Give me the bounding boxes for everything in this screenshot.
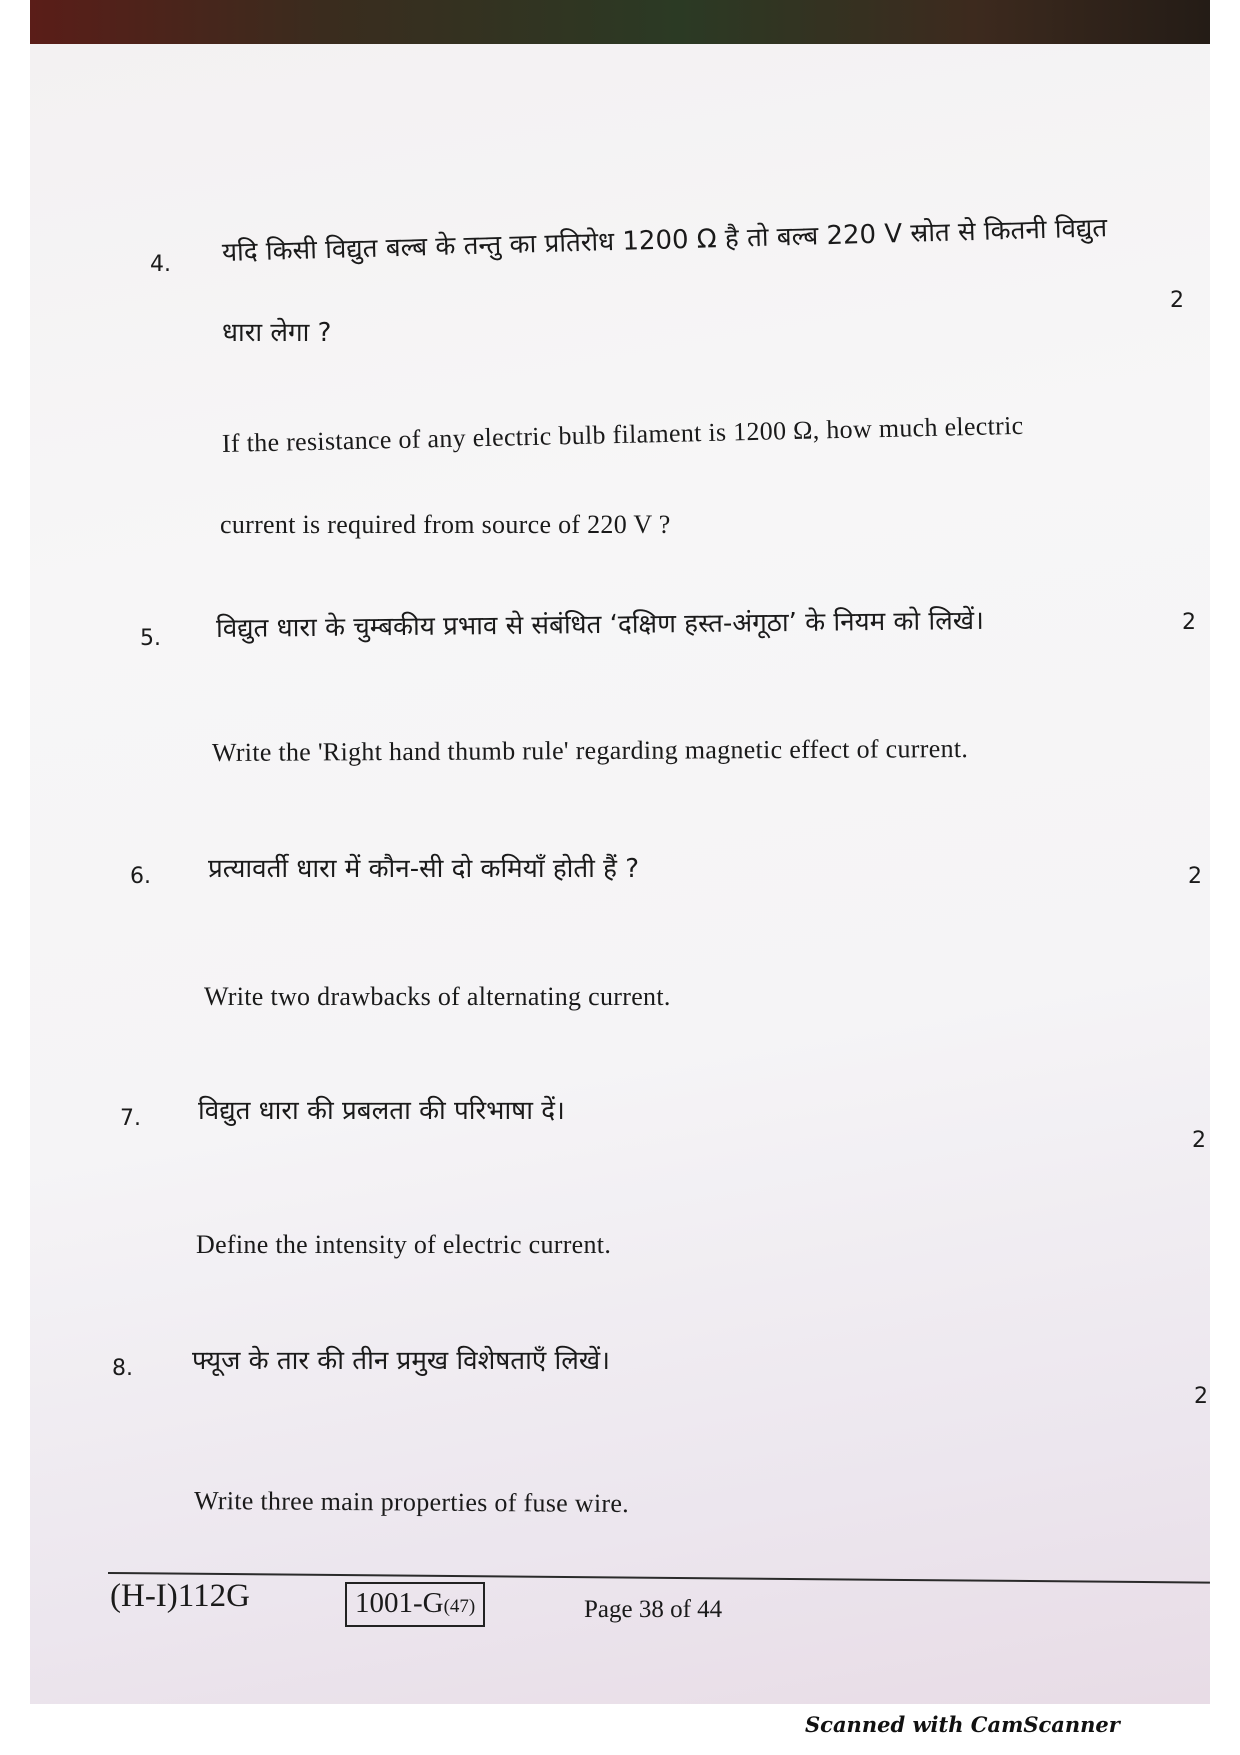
footer-paper-code: (H-I)112G (110, 1578, 250, 1614)
question-6-number: 6. (130, 864, 151, 889)
question-7-english-line-1: Define the intensity of electric current. (196, 1230, 612, 1259)
question-8-english-line-1: Write three main properties of fuse wire. (193, 1486, 630, 1519)
footer-box-code-suffix: (47) (443, 1596, 476, 1617)
question-7-number: 7. (120, 1106, 141, 1131)
question-4-marks: 2 (1170, 288, 1184, 313)
question-4-hindi-line-1: यदि किसी विद्युत बल्ब के तन्तु का प्रतिरोध 1200 Ω है तो बल्ब 220 V स्रोत से कितनी विद्युत (221, 213, 1108, 268)
question-7-marks: 2 (1192, 1128, 1206, 1153)
footer-box-code (345, 1582, 485, 1627)
question-6-english-line-1: Write two drawbacks of alternating current. (204, 982, 671, 1011)
question-4-hindi-line-2: धारा लेगा ? (222, 318, 332, 348)
question-8-marks: 2 (1194, 1384, 1208, 1409)
footer-page-number: Page 38 of 44 (584, 1596, 723, 1623)
question-5-english-line-1: Write the 'Right hand thumb rule' regarding magnetic effect of current. (211, 734, 969, 767)
page-margin (0, 0, 30, 1755)
question-8-hindi-line-1: फ्यूज के तार की तीन प्रमुख विशेषताएँ लिखें। (192, 1346, 610, 1376)
question-6-marks: 2 (1188, 864, 1202, 889)
question-8-number: 8. (112, 1356, 133, 1381)
question-4-number: 4. (150, 252, 171, 277)
question-5-marks: 2 (1182, 610, 1196, 635)
question-4-english-line-1: If the resistance of any electric bulb filament is 1200 Ω, how much electric (221, 410, 1024, 458)
question-4-english-line-2: current is required from source of 220 V ? (220, 510, 671, 539)
question-5-number: 5. (140, 626, 161, 651)
question-6-hindi-line-1: प्रत्यावर्ती धारा में कौन-सी दो कमियाँ होती हैं ? (208, 854, 640, 884)
question-7-hindi-line-1: विद्युत धारा की प्रबलता की परिभाषा दें। (198, 1096, 565, 1126)
question-5-hindi-line-1: विद्युत धारा के चुम्बकीय प्रभाव से संबंधित ‘दक्षिण हस्त-अंगूठा’ के नियम को लिखें। (215, 605, 985, 644)
camscanner-watermark: Scanned with CamScanner (805, 1712, 1120, 1737)
footer-box-code-text: 1001-G (355, 1587, 444, 1619)
